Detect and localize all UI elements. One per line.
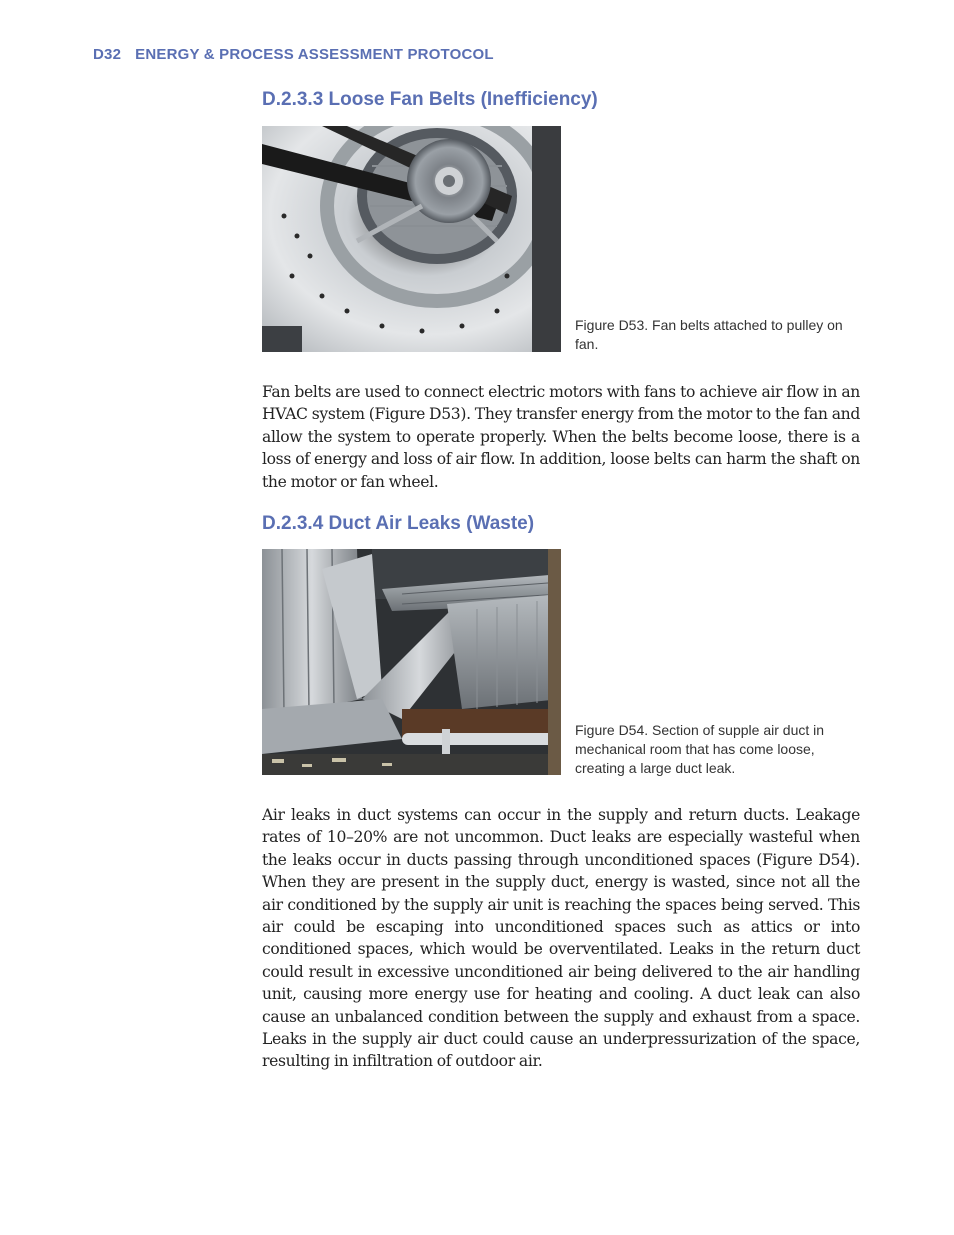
running-header [93,46,494,63]
paragraph-fan-belts: Fan belts are used to connect electric motors with fans to achieve air flow in an HVAC system (Figure D53). They transfer energy from the motor to the fan and allow the system to operate properly. When the belts become loose, there is a loss of energy and loss of air flow. In addition, loose belts can harm the shaft on the motor or fan wheel. [262,383,861,491]
figure-d54-caption: Figure D54. Section of supple air duct in mechanical room that has come loose, creating a large duct leak. [575,722,825,776]
running-title: ENERGY & PROCESS ASSESSMENT PROTOCOL [135,46,494,63]
figure-d53-fan-belt-photo [262,126,561,352]
section-heading-fan-belts: D.2.3.3 Loose Fan Belts (Inefficiency) [262,89,598,110]
section-heading-duct-leaks: D.2.3.4 Duct Air Leaks (Waste) [262,513,535,534]
paragraph-duct-leaks: Air leaks in duct systems can occur in the supply and return ducts. Leakage rates of 10–20% are not uncommon. Duct leaks are especially wasteful when the leaks occur in ducts passing through unconditioned spaces (Figure D54). When they are present in the supply duct, energy is wasted, since not all the air conditioned by the supply air unit is reaching the spaces being served. This air could be escaping into unconditioned spaces such as attics or into conditioned spaces, which would be overventilated. Leaks in the return duct could result in excessive unconditioned air being delivered to the air handling unit, causing more energy use for heating and cooling. A duct leak can also cause an unbalanced condition between the supply and exhaust from a space. Leaks in the supply air duct could cause an underpressurization of the space, resulting in infiltration of outdoor air. [262,806,860,1071]
page-number: D32 [93,46,122,63]
figure-d53-caption: Figure D53. Fan belts attached to pulley on fan. [575,317,843,352]
figure-d54-duct-leak-photo [262,549,561,775]
